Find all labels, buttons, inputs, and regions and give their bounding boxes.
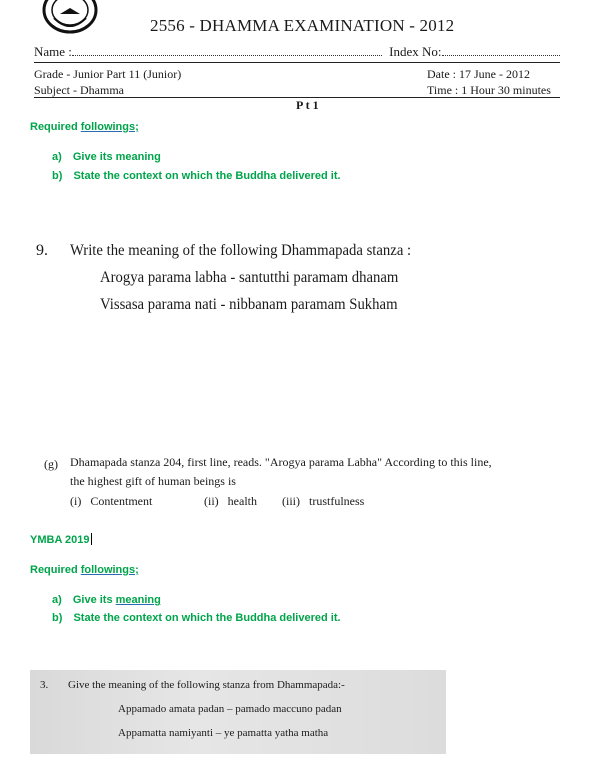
question-g-text-1: Dhamapada stanza 204, first line, reads. "Arogya parama Labha" According to this line, bbox=[70, 455, 492, 469]
option-iii: (iii) trustfulness bbox=[282, 494, 365, 508]
header-rule bbox=[34, 62, 560, 63]
list-item: b) State the context on which the Buddha delivered it. bbox=[52, 170, 341, 182]
exam-title: 2556 - DHAMMA EXAMINATION - 2012 bbox=[150, 16, 455, 35]
name-label: Name : bbox=[34, 44, 72, 59]
part-heading-fragment: P t 1 bbox=[296, 98, 319, 112]
meaning-link[interactable]: meaning bbox=[115, 594, 161, 606]
stanza-line-a: Appamado amata padan – pamado maccuno padan bbox=[118, 703, 342, 715]
stanza-line-2: Vissasa parama nati - nibbanam paramam Sukham bbox=[100, 296, 398, 313]
question-3-prompt: Give the meaning of the following stanza from Dhammapada:- bbox=[68, 679, 345, 691]
question-3-number: 3. bbox=[40, 679, 49, 691]
name-index-row bbox=[34, 44, 562, 60]
ymba-logo bbox=[40, 4, 100, 38]
list-item: b) State the context on which the Buddha delivered it. bbox=[52, 612, 341, 624]
question-3-photo bbox=[30, 670, 446, 754]
text-cursor bbox=[91, 533, 92, 545]
index-label: Index No: bbox=[389, 44, 442, 59]
followings-link-1[interactable]: followings; bbox=[80, 121, 139, 133]
list-item: a) Give its meaning bbox=[52, 594, 161, 606]
grade-text: Grade - Junior Part 11 (Junior) bbox=[34, 67, 182, 81]
question-9-prompt: Write the meaning of the following Dhammapada stanza : bbox=[70, 242, 412, 259]
required-heading-2: Required followings; bbox=[30, 564, 139, 576]
option-i: (i) Contentment bbox=[70, 494, 153, 508]
subject-text: Subject - Dhamma bbox=[34, 83, 124, 97]
index-field[interactable] bbox=[442, 45, 560, 56]
question-g-text-2: the highest gift of human beings is bbox=[70, 474, 236, 488]
list-item: a) Give its meaning bbox=[52, 151, 161, 163]
time-text: Time : 1 Hour 30 minutes bbox=[427, 83, 551, 97]
required-heading-1: Required followings; bbox=[30, 121, 139, 133]
name-field[interactable] bbox=[72, 45, 382, 56]
followings-link-2[interactable]: followings; bbox=[80, 564, 139, 576]
option-ii: (ii) health bbox=[204, 494, 257, 508]
stanza-line-b: Appamatta namiyanti – ye pamatta yatha matha bbox=[118, 727, 329, 739]
date-text: Date : 17 June - 2012 bbox=[427, 67, 530, 81]
ymba-label[interactable]: YMBA 2019 bbox=[30, 534, 90, 546]
question-g-marker: (g) bbox=[44, 457, 58, 471]
question-9-number: 9. bbox=[36, 242, 48, 259]
stanza-line-1: Arogya parama labha - santutthi paramam dhanam bbox=[100, 269, 399, 286]
